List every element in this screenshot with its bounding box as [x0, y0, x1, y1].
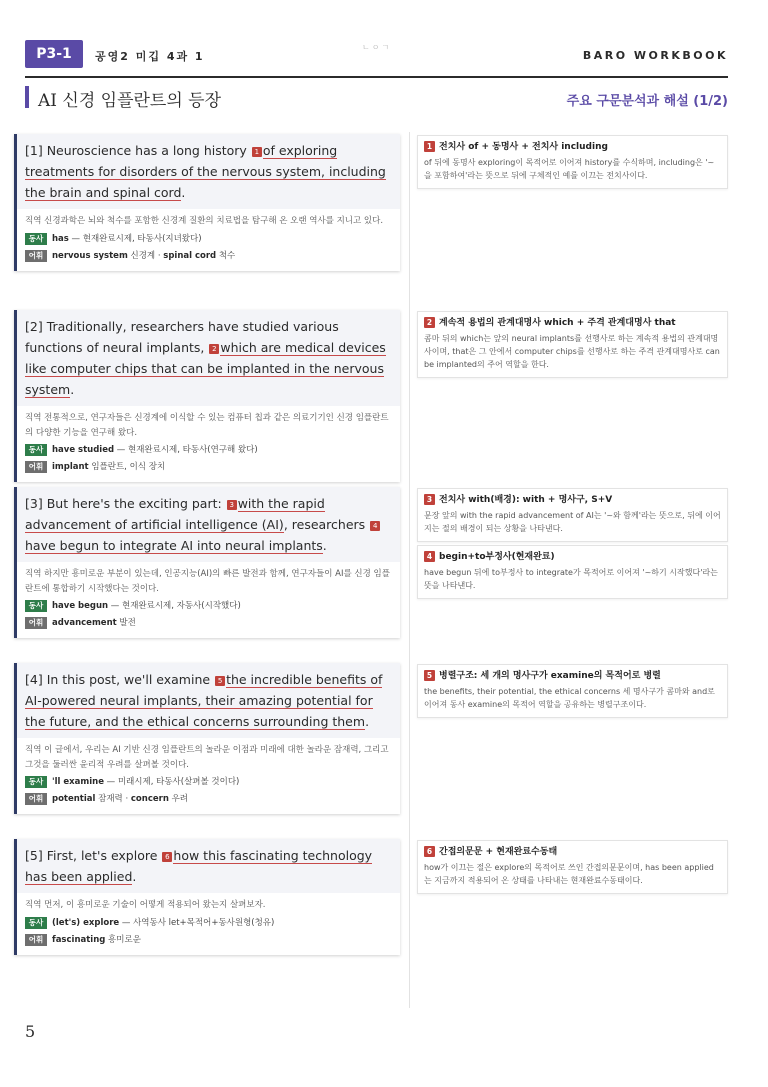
translation: 직역 먼저, 이 흥미로운 기술이 어떻게 적용되어 왔는지 살펴보자.: [25, 900, 266, 910]
vocab-tag: 어휘: [25, 934, 47, 946]
sentence-part: But here's the exciting part:: [46, 496, 222, 511]
note-body: 콤마 뒤의 which는 앞의 neural implants를 선행사로 하는 계속적 용법의 관계대명사이며, that은 그 안에서 computer chips를 선행사로 하는 주격 관계대명사로 can be implanted의 주어 역할을 한다.: [424, 334, 720, 369]
note-marker: 1: [424, 141, 435, 152]
verb-tag: 동사: [25, 233, 47, 245]
note-title: 계속적 용법의 관계대명사 which + 주격 관계대명사 that: [439, 318, 676, 328]
sentence-text: [17, 487, 400, 562]
sentence-part: .: [365, 714, 370, 729]
verb-row: [17, 915, 400, 932]
annotation-marker: 4: [370, 521, 380, 531]
grammar-note-3: [417, 488, 728, 542]
note-marker: 2: [424, 317, 435, 328]
sentence-card-4: [14, 663, 400, 814]
sentence-part: .: [70, 382, 75, 397]
grammar-note-6: [417, 840, 728, 894]
sentence-part: .: [322, 538, 327, 553]
brand-label: BARO WORKBOOK: [582, 49, 728, 62]
vocab-row: [17, 791, 400, 814]
vocab-meaning: 척수: [216, 250, 236, 261]
note-marker: 3: [424, 494, 435, 505]
verb-word: (let's) explore: [52, 917, 120, 928]
vocab-word: fascinating: [52, 934, 106, 945]
vocab-meaning: 흥미로운: [105, 934, 141, 945]
vocab-word: nervous system: [52, 250, 128, 261]
course-label: 공영2 미깁 4과 1: [95, 50, 205, 63]
vocab-word: spinal cord: [163, 250, 217, 261]
annotation-marker: 1: [252, 147, 262, 157]
vocab-tag: 어휘: [25, 617, 47, 629]
verb-word: have begun: [52, 601, 109, 611]
highlighted-phrase: have begun to integrate AI into neural implants: [25, 538, 323, 553]
vocab-tag: 어휘: [25, 793, 47, 805]
verb-tag: 동사: [25, 917, 47, 929]
verb-desc: — 미래시제, 타동사(살펴볼 것이다): [103, 777, 240, 787]
sentence-label: [2]: [25, 319, 43, 334]
highlighted-phrase: which are medical devices like computer chips that can be implanted in the nervous system: [25, 340, 386, 397]
annotation-marker: 6: [162, 852, 172, 862]
verb-word: 'll examine: [52, 777, 104, 787]
highlighted-phrase: how this fascinating technology has been applied: [25, 848, 373, 884]
sentence-card-1: [14, 134, 400, 271]
verb-desc: — 현재완료시제, 타동사(지녀왔다): [68, 233, 202, 244]
verb-desc: — 현재완료시제, 자동사(시작했다): [108, 601, 241, 611]
vocab-row: [17, 459, 400, 482]
note-title: 전치사 of + 동명사 + 전치사 including: [439, 142, 608, 152]
sentence-part: , researchers: [283, 517, 366, 532]
highlighted-phrase: with the rapid advancement of artificial intelligence (AI): [25, 496, 325, 532]
verb-desc: — 사역동사 let+목적어+동사원형(청유): [119, 917, 275, 928]
verb-tag: 동사: [25, 600, 47, 612]
verb-row: [17, 442, 400, 459]
sentence-part: .: [181, 185, 186, 200]
grammar-note-4: [417, 545, 728, 599]
note-body: how가 이끄는 절은 explore의 목적어로 쓰인 간접의문문이며, has been applied는 지금까지 적용되어 온 상태를 나타내는 현재완료수동태이다.: [424, 863, 714, 885]
verb-row: [17, 598, 400, 615]
sentence-card-5: [14, 839, 400, 955]
verb-word: have studied: [52, 445, 115, 455]
note-marker: 4: [424, 551, 435, 562]
translation: 직역 신경과학은 뇌와 척수를 포함한 신경계 질환의 치료법을 탐구해 온 오랜 역사를 지니고 있다.: [25, 216, 384, 226]
title-accent-bar: [25, 86, 29, 108]
sentence-label: [1]: [25, 143, 43, 158]
verb-tag: 동사: [25, 444, 47, 456]
sentence-part: In this post, we'll examine: [46, 672, 211, 687]
vocab-word: advancement: [52, 618, 117, 628]
grammar-note-2: [417, 311, 728, 378]
sentence-card-3: [14, 487, 400, 638]
vocab-row: [17, 615, 400, 638]
vocab-tag: 어휘: [25, 250, 47, 262]
page-number: 5: [25, 1022, 36, 1041]
sentence-part: Traditionally, researchers have studied various functions of neural implants,: [25, 319, 339, 355]
grammar-note-1: [417, 135, 728, 189]
column-divider: [409, 132, 410, 1008]
note-title: 간접의문문 + 현재완료수동태: [439, 847, 558, 857]
sentence-text: [17, 663, 400, 738]
sentence-label: [3]: [25, 496, 43, 511]
sentence-label: [5]: [25, 848, 43, 863]
sentence-part: Neuroscience has a long history: [46, 143, 247, 158]
sentence-text: [17, 134, 400, 209]
vocab-meaning: 발전: [116, 618, 136, 628]
annotation-marker: 2: [209, 344, 219, 354]
annotation-marker: 5: [215, 676, 225, 686]
sentence-text: [17, 310, 400, 406]
vocab-word: implant: [52, 462, 89, 472]
sentence-text: [17, 839, 400, 893]
note-body: 문장 앞의 with the rapid advancement of AI는 '~와 함께'라는 뜻으로, 뒤에 이어지는 절의 배경이 되는 상황을 나타낸다.: [424, 511, 721, 533]
translation: 직역 이 글에서, 우리는 AI 기반 신경 임플란트의 놀라운 이점과 미래에 대한 놀라운 잠재력, 그리고 그것을 둘러싼 윤리적 우려를 살펴볼 것이다.: [25, 745, 389, 770]
sentence-card-2: [14, 310, 400, 482]
note-title: 병렬구조: 세 개의 명사구가 examine의 목적어로 병렬: [439, 671, 661, 681]
verb-row: [17, 231, 400, 248]
section-title: 주요 구문분석과 해설 (1/2): [566, 94, 728, 109]
note-body: have begun 뒤에 to부정사 to integrate가 목적어로 이어져 '~하기 시작했다'라는 뜻을 나타낸다.: [424, 568, 718, 590]
vocab-tag: 어휘: [25, 461, 47, 473]
vocab-word: potential: [52, 794, 96, 804]
translation: 직역 전통적으로, 연구자들은 신경계에 이식할 수 있는 컴퓨터 칩과 같은 의료기기인 신경 임플란트의 다양한 기능을 연구해 왔다.: [25, 413, 389, 438]
annotation-marker: 3: [227, 500, 237, 510]
sentence-label: [4]: [25, 672, 43, 687]
section-badge: P3-1: [25, 40, 83, 68]
vocab-meaning: 우려: [168, 794, 188, 804]
sentence-part: .: [132, 869, 137, 884]
vocab-row: [17, 932, 400, 955]
note-title: 전치사 with(배경): with + 명사구, S+V: [439, 495, 613, 505]
vocab-meaning: 신경계 ·: [127, 250, 164, 261]
translation: 직역 하지만 흥미로운 부분이 있는데, 인공지능(AI)의 빠른 발전과 함께, 연구자들이 AI를 신경 임플란트에 통합하기 시작했다는 것이다.: [25, 569, 390, 594]
note-body: of 뒤에 동명사 exploring이 목적어로 이어져 history를 수식하며, including은 '~을 포함하여'라는 뜻으로 뒤에 구체적인 예를 이끄는 전치사이다.: [424, 158, 715, 180]
verb-row: [17, 774, 400, 791]
grammar-note-5: [417, 664, 728, 718]
verb-tag: 동사: [25, 776, 47, 788]
verb-word: has: [52, 233, 69, 244]
verb-desc: — 현재완료시제, 타동사(연구해 왔다): [114, 445, 258, 455]
vocab-row: [17, 248, 400, 271]
vocab-word: concern: [130, 794, 169, 804]
sentence-part: First, let's explore: [46, 848, 158, 863]
highlighted-phrase: the incredible benefits of AI-powered neural implants, their amazing potential for the future, and the ethical concerns surrounding them: [25, 672, 383, 729]
vocab-meaning: 잠재력 ·: [95, 794, 131, 804]
note-body: the benefits, their potential, the ethical concerns 세 명사구가 콤마와 and로 이어져 동사 examine의 목적어 역할을 공유하는 병렬구조이다.: [424, 687, 715, 709]
page-title: AI 신경 임플란트의 등장: [38, 91, 222, 111]
note-marker: 6: [424, 846, 435, 857]
note-marker: 5: [424, 670, 435, 681]
note-title: begin+to부정사(현재완료): [439, 552, 555, 562]
highlighted-phrase: of exploring treatments for disorders of the nervous system, including the brain and spinal cord: [25, 143, 386, 200]
vocab-meaning: 임플란트, 이식 장치: [88, 462, 166, 472]
faint-mark: ㄴㅇㄱ: [362, 43, 392, 52]
